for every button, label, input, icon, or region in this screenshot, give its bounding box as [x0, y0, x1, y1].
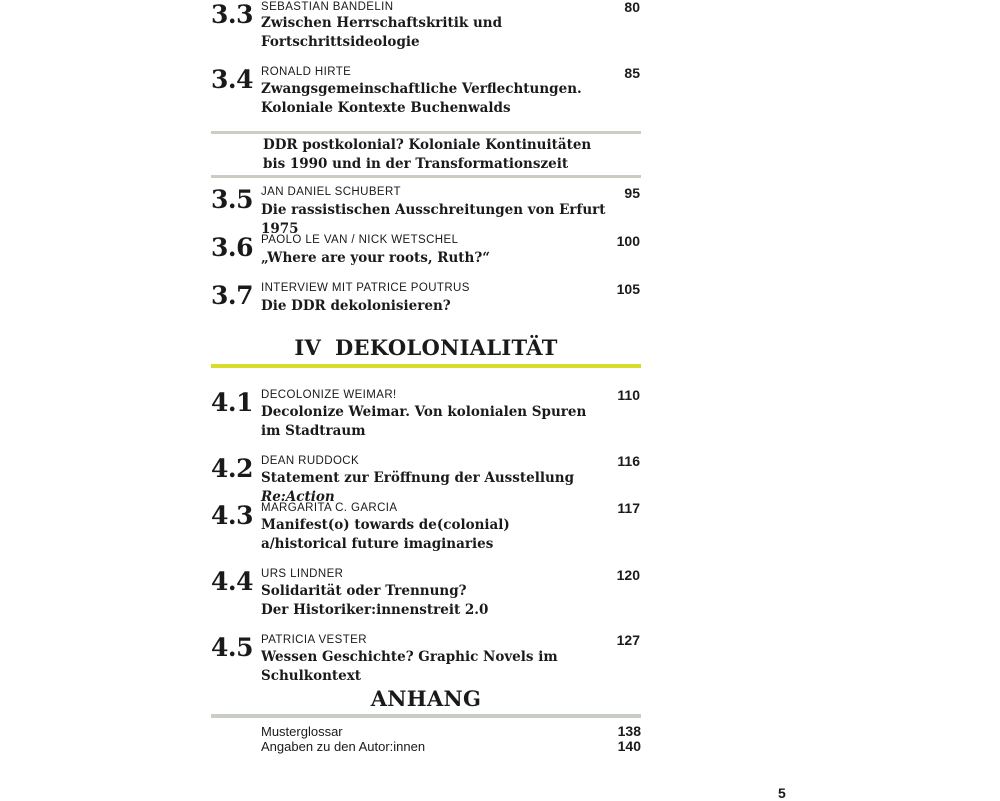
section-rule-accent	[211, 364, 641, 368]
entry-title	[261, 648, 641, 686]
entry-author: JAN DANIEL SCHUBERT	[261, 186, 401, 198]
entry-author: MARGARITA C. GARCIA	[261, 502, 398, 514]
toc-entry	[211, 632, 641, 684]
appendix-page: 138	[617, 723, 641, 739]
entry-author: URS LINDNER	[261, 568, 344, 580]
appendix-label: Musterglossar	[261, 724, 343, 739]
section-heading	[211, 337, 641, 358]
section-rule	[211, 175, 641, 178]
subsection-line: bis 1990 und in der Transformationszeit	[263, 156, 569, 172]
entry-number: 4.3	[211, 501, 253, 530]
entry-number: 3.7	[211, 281, 253, 310]
entry-title	[261, 403, 641, 441]
toc-entry	[211, 568, 641, 620]
entry-page: 80	[624, 0, 640, 15]
toc-entry	[211, 282, 641, 316]
entry-page: 120	[616, 567, 640, 583]
page-folio: 5	[778, 785, 786, 801]
appendix-item	[261, 724, 641, 739]
title-line: Fortschrittsideologie	[261, 34, 420, 50]
entry-title	[261, 14, 641, 52]
title-italic: Re:Action	[261, 489, 335, 505]
section-rule	[211, 131, 641, 134]
entry-title	[261, 516, 641, 554]
title-line: „Where are your roots, Ruth?“	[261, 250, 490, 266]
subsection-line: DDR postkolonial? Koloniale Kontinuitäten	[263, 137, 592, 153]
title-line: Die DDR dekolonisieren?	[261, 298, 451, 314]
title-text: Statement zur Eröffnung der Ausstellung	[261, 470, 575, 486]
entry-title	[261, 249, 641, 268]
section-title: DEKOLONIALITÄT	[335, 335, 558, 360]
entry-author: DEAN RUDDOCK	[261, 455, 360, 467]
title-line: Die rassistischen Ausschreitungen von Erfurt 1975	[261, 202, 606, 237]
entry-number: 3.5	[211, 185, 253, 214]
entry-page: 95	[624, 185, 640, 201]
toc-entry	[211, 234, 641, 268]
section-numeral: IV	[294, 335, 322, 360]
entry-title	[261, 582, 641, 620]
entry-author: PATRICIA VESTER	[261, 634, 367, 646]
entry-number: 3.4	[211, 65, 253, 94]
toc-entry	[211, 453, 641, 505]
title-line: Manifest(o) towards de(colonial)	[261, 517, 510, 533]
title-line: Der Historiker:innenstreit 2.0	[261, 602, 489, 618]
toc-entry	[211, 388, 641, 440]
subsection-heading	[263, 136, 603, 174]
entry-author: DECOLONIZE WEIMAR!	[261, 389, 397, 401]
entry-number: 4.2	[211, 454, 253, 483]
appendix-label: Angaben zu den Autor:innen	[261, 739, 426, 754]
toc-entry	[211, 185, 641, 237]
entry-page: 116	[617, 453, 640, 469]
toc-entry	[211, 66, 641, 118]
entry-author: RONALD HIRTE	[261, 66, 352, 78]
section-rule	[211, 714, 641, 718]
entry-page: 85	[624, 65, 640, 81]
title-line: Wessen Geschichte? Graphic Novels im Schulkontext	[261, 649, 558, 684]
toc-entry	[211, 502, 641, 554]
title-line: Decolonize Weimar. Von kolonialen Spuren	[261, 404, 587, 420]
entry-page: 127	[616, 632, 640, 648]
entry-page: 117	[617, 500, 640, 516]
title-line: Koloniale Kontexte Buchenwalds	[261, 100, 511, 116]
entry-author: INTERVIEW MIT PATRICE POUTRUS	[261, 282, 470, 294]
entry-page: 105	[616, 281, 640, 297]
entry-number: 4.4	[211, 567, 253, 596]
entry-number: 3.3	[211, 0, 253, 29]
appendix-item	[261, 739, 641, 754]
appendix-page: 140	[617, 738, 641, 754]
entry-author: PAOLO LE VAN / NICK WETSCHEL	[261, 234, 459, 246]
title-line: im Stadtraum	[261, 423, 366, 439]
entry-page: 100	[616, 233, 640, 249]
title-line: Zwischen Herrschaftskritik und	[261, 15, 503, 31]
title-line: Solidarität oder Trennung?	[261, 583, 467, 599]
toc-entry	[211, 0, 641, 52]
entry-title	[261, 80, 641, 118]
entry-number: 4.5	[211, 633, 253, 662]
entry-number: 4.1	[211, 388, 253, 417]
entry-page: 110	[617, 387, 640, 403]
entry-title	[261, 297, 641, 316]
entry-author: SEBASTIAN BANDELIN	[261, 1, 394, 13]
entry-number: 3.6	[211, 233, 253, 262]
title-line: Zwangsgemeinschaftliche Verflechtungen.	[261, 81, 582, 97]
title-line: a/historical future imaginaries	[261, 536, 494, 552]
appendix-heading: ANHANG	[370, 686, 482, 711]
